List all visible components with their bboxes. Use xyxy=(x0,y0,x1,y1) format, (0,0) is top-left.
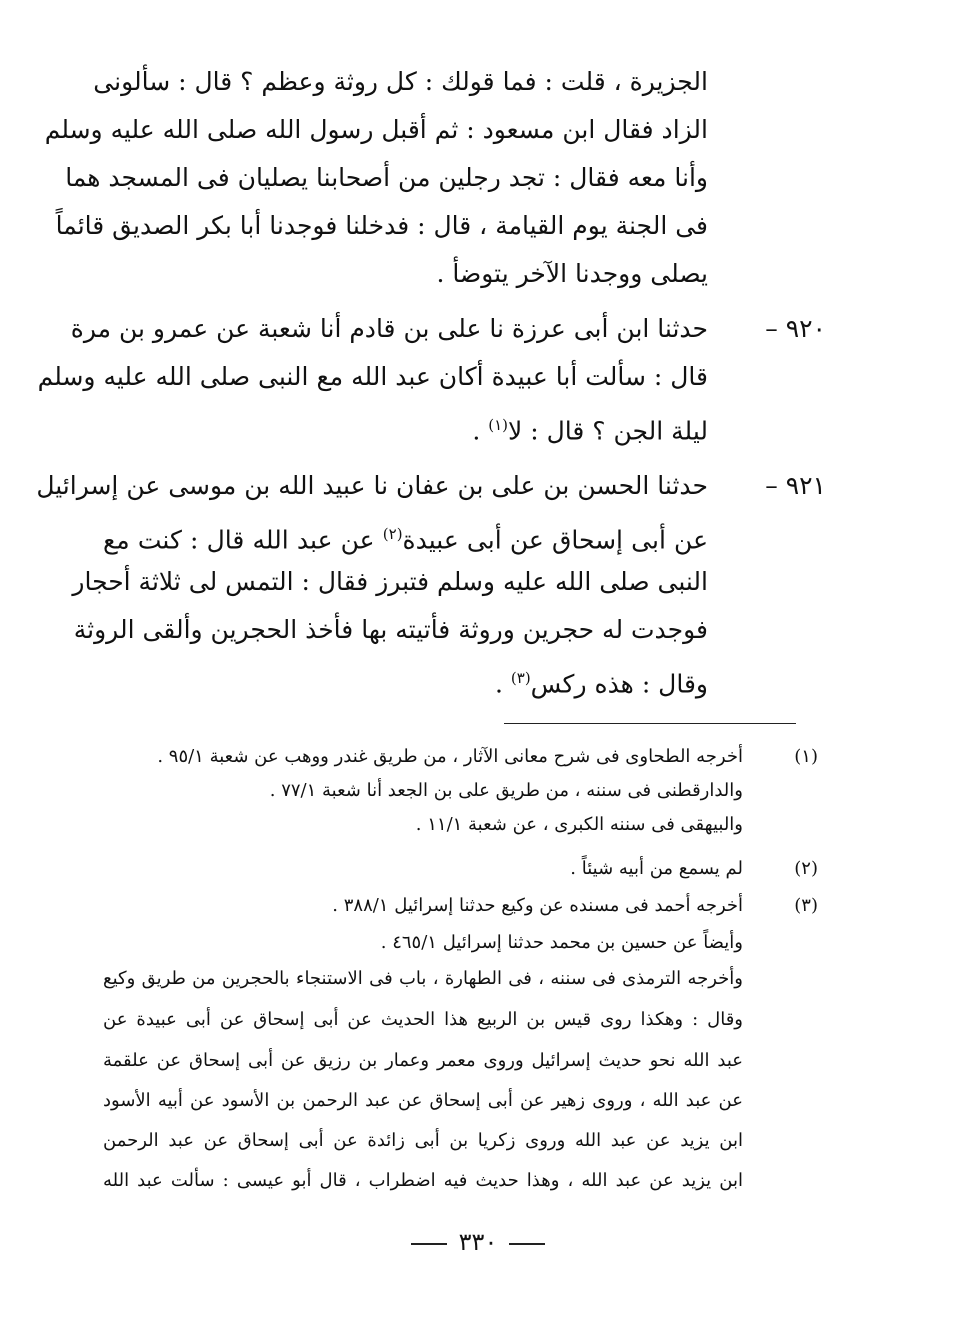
text-line xyxy=(103,510,708,558)
footnote-ref-3: (٣) xyxy=(510,669,531,687)
text-segment: عن عبد الله قال : كنت مع xyxy=(103,525,383,555)
text-line: وأنا معه فقال : تجد رجلين من أصحابنا يصليان فى المسجد هما xyxy=(65,163,708,192)
footnote-line: والدارقطنى فى سننه ، من طريق على بن الجعد أنا شعبة ٧٧/١ . xyxy=(269,780,743,801)
text-segment: . xyxy=(494,669,511,699)
text-line: الجزيرة ، قلت : فما قولك : كل روثة وعظم ؟ قال : سألونى xyxy=(93,67,708,96)
footnote-separator xyxy=(504,723,796,724)
footnote-line: وقال : وهكذا روى قيس بن الربيع هذا الحديث عن أبى إسحاق عن أبى عبيدة عن xyxy=(103,1009,743,1030)
text-line: فى الجنة يوم القيامة ، قال : فدخلنا فوجدنا أبا بكر الصديق قائماً xyxy=(55,211,708,240)
text-line: الزاد فقال ابن مسعود : ثم أقبل رسول الله صلى الله عليه وسلم xyxy=(44,115,708,144)
hadith-920-paragraph xyxy=(37,305,708,449)
text-segment: عن أبى إسحاق عن أبى عبيدة xyxy=(402,525,709,555)
text-segment: وقال : هذه ركس xyxy=(530,669,708,699)
footnote-ref-1: (١) xyxy=(488,416,508,434)
text-line: قال : سألت أبا عبيدة أكان عبد الله مع النبى صلى الله عليه وسلم xyxy=(37,362,708,391)
footnote-number-3: (٣) xyxy=(794,895,818,916)
hadith-921-paragraph xyxy=(36,462,709,702)
text-line: فوجدت له حجرين وروثة فأتيته بها فأخذ الحجرين وألقى الروثة xyxy=(73,615,708,644)
footnote-line: لم يسمع من أبيه شيئاً . xyxy=(570,858,743,879)
footnote-line: وأخرجه الترمذى فى سننه ، فى الطهارة ، باب فى الاستنجاء بالحجرين من طريق وكيع xyxy=(103,968,743,989)
text-segment: . xyxy=(472,416,489,446)
footnote-line: والبيهقى فى سننه الكبرى ، عن شعبة ١١/١ . xyxy=(415,814,743,835)
footnote-line: أخرجه الطحاوى فى شرح معانى الآثار ، من طريق غندر ووهب عن شعبة ٩٥/١ . xyxy=(157,746,743,767)
footnote-line: أخرجه أحمد فى مسنده عن وكيع حدثنا إسرائيل ٣٨٨/١ . xyxy=(332,895,743,916)
hadith-number-921: ٩٢١ – xyxy=(765,471,826,500)
footnote-number-1: (١) xyxy=(794,746,818,767)
text-line xyxy=(103,654,708,702)
hadith-number-920: ٩٢٠ – xyxy=(765,314,826,343)
intro-paragraph xyxy=(44,58,708,298)
footnote-ref-2: (٢) xyxy=(382,525,403,543)
page-number-dash xyxy=(509,1243,545,1245)
footnote-line: عبد الله نحو حديث إسرائيل وروى معمر وعمار بن رزيق عن أبى إسحاق عن علقمة xyxy=(103,1050,743,1071)
footnote-number-2: (٢) xyxy=(794,858,818,879)
page-number-value: ٣٣٠ xyxy=(458,1228,498,1256)
text-line xyxy=(103,401,708,449)
page-number xyxy=(0,1228,956,1256)
footnote-line: وأيضاً عن حسين بن محمد حدثنا إسرائيل ٤٦٥/١ . xyxy=(380,932,743,953)
footnote-line: عن عبد الله ، وروى زهير عن أبى إسحاق عن عبد الرحمن بن الأسود عن أبيه الأسود xyxy=(103,1090,743,1111)
page-number-dash xyxy=(411,1243,447,1245)
text-segment: ليلة الجن ؟ قال : لا xyxy=(508,416,708,446)
text-line: يصلى ووجدنا الآخر يتوضأ . xyxy=(436,259,708,288)
text-line: حدثنا ابن أبى عرزة نا على بن قادم أنا شعبة عن عمرو بن مرة xyxy=(70,314,708,343)
text-line: حدثنا الحسن بن على بن عفان نا عبيد الله بن موسى عن إسرائيل xyxy=(36,471,708,500)
text-line: النبى صلى الله عليه وسلم فتبرز فقال : التمس لى ثلاثة أحجار xyxy=(72,567,708,596)
footnote-line: ابن يزيد عن عبد الله وروى زكريا بن أبى زائدة عن أبى إسحاق عن عبد الرحمن xyxy=(103,1130,743,1151)
footnote-line: ابن يزيد عن عبد الله ، وهذا حديث فيه اضطراب ، قال أبو عيسى : سألت عبد الله xyxy=(103,1170,743,1191)
